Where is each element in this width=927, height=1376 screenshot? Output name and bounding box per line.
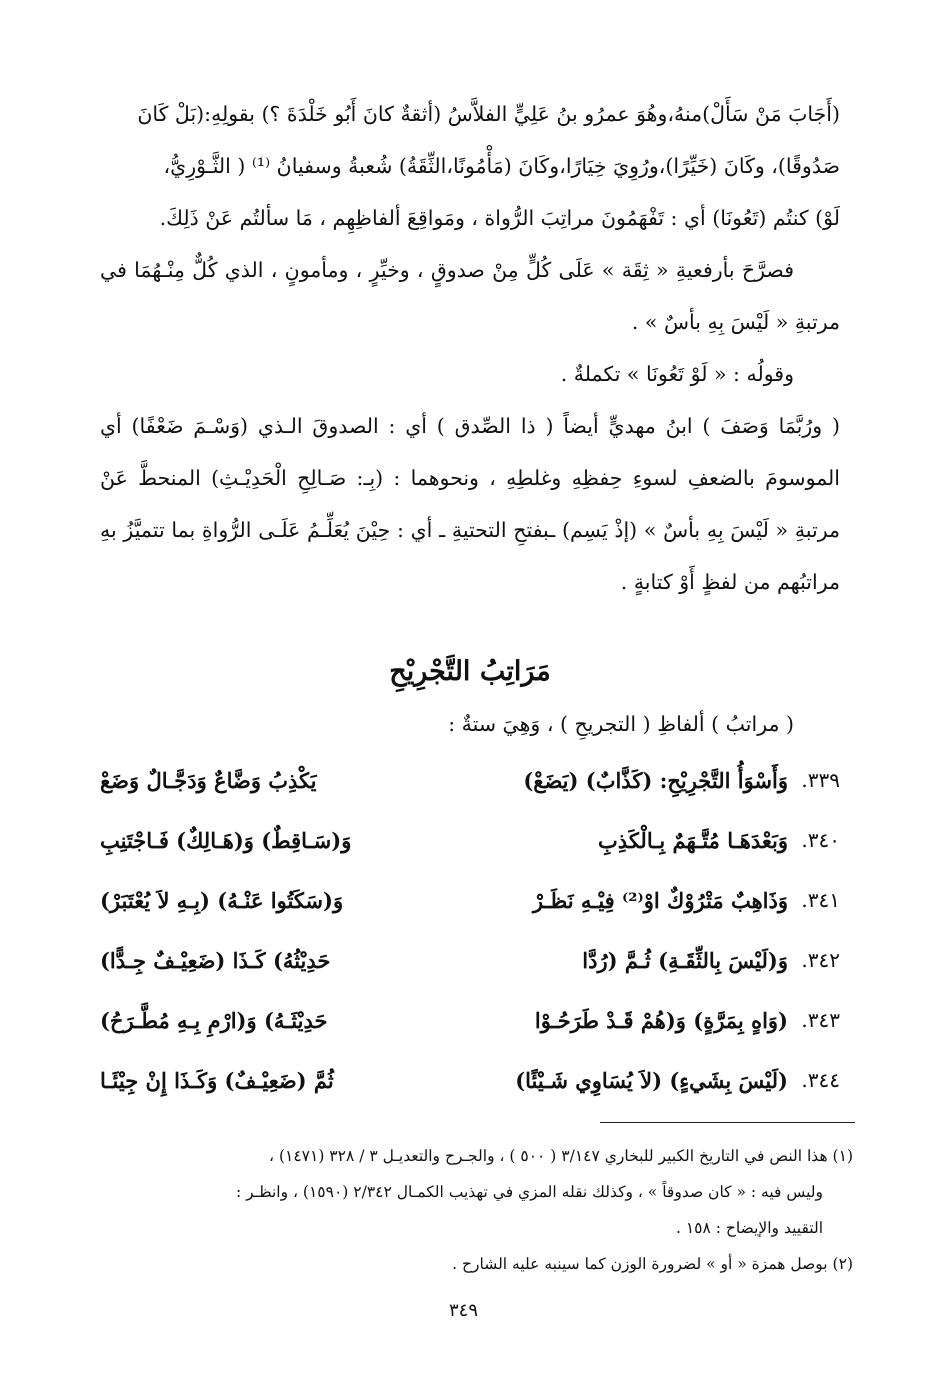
footnote-2: (٢) بوصل همزة « أو » لضرورة الوزن كما سينبه عليه الشارح .	[452, 1255, 853, 1273]
paragraph-line: (أَجَابَ مَنْ سَأَلْ)منهُ،وهُوَ عمرُو بنُ عَلِيٍّ الفلاَّسُ (أثقةٌ كانَ أَبُو خَلْدَةَ ؟) بقولِهِ:(بَلْ كَانَ	[137, 102, 840, 126]
verse-second-hemistich: ثُمَّ (ضَعِيْـفٌ) وَكَـذَا إِنْ جِيْئَـا	[100, 1067, 334, 1093]
section-intro: ( مراتبُ ) ألفاظِ ( التجريحِ ) ، وَهِيَ ستةٌ :	[448, 712, 794, 736]
verse-first-hemistich: (لَيْسَ بِشَيءٍ) (لاَ يُسَاوِي شَـيْئًا)	[515, 1067, 788, 1093]
footnote-1-line: وليس فيه : « كان صدوقاً » ، وكذلك نقله المزي في تهذيب الكمـال ٢/٣٤٢ (١٥٩٠) ، وانظـر :	[236, 1183, 823, 1201]
verse-row	[100, 750, 840, 810]
verse-row	[100, 1050, 840, 1110]
verse-first-hemistich: وَبَعْدَهَـا مُتَّـهَمٌ بِـالْكَذِبِ	[598, 827, 788, 853]
verse-second-hemistich: وَ(سَـاقِطٌ) وَ(هَـالِكٌ) فَـاجْتَنِبِ	[100, 827, 352, 853]
verse-first-hemistich: وَ(لَيْسَ بِالثِّقَـةِ) ثُـمَّ (رُدَّا	[582, 947, 788, 973]
verse-second-hemistich: حَدِيْثَـهُ) وَ(ارْمِ بِـهِ مُطَّـرَحُ)	[100, 1007, 328, 1033]
verse-row	[100, 930, 840, 990]
verse-number: ٣٤١.	[801, 888, 840, 912]
footnote-1-line: التقييد والإيضاح : ١٥٨ .	[676, 1219, 823, 1237]
verse-first-hemistich: (وَاهٍ بِمَرَّةٍ) وَ(هُمْ قَـدْ طَرَحُـوْا	[534, 1007, 788, 1033]
verse-list	[100, 750, 840, 1110]
verse-number: ٣٤٣.	[801, 1008, 840, 1032]
section-heading: مَرَاتِبُ التَّجْرِيْحِ	[389, 656, 551, 687]
verse-second-hemistich: وَ(سَكَتُوا عَنْـهُ) (بِـهِ لاَ يُعْتَبَرْ)	[100, 887, 344, 913]
paragraph: وقولُه : « لَوْ تَعُونَا » تكملةٌ .	[560, 362, 794, 386]
paragraph: فصرَّحَ بأرفعيةِ « ثِقَة » عَلَى كُلٍّ مِنْ صدوقٍ ، وخيِّرٍ ، ومأمونٍ ، الذي كُلٌّ مِنْـهُمَا في مرتبةِ « لَيْسَ بِهِ بأسٌ » .	[100, 258, 840, 334]
main-text	[100, 88, 840, 1110]
verse-number: ٣٤٤.	[801, 1068, 840, 1092]
verse-first-hemistich: وَأَسْوَأُ التَّجْرِيْحِ: (كَذَّابٌ) (يَضَعْ)	[523, 767, 788, 793]
footnote-divider	[600, 1122, 855, 1123]
verse-second-hemistich: حَدِيْثُهُ) كَـذَا (ضَعِيْـفٌ جِـدًّا)	[100, 947, 331, 973]
footnote-1-line: (١) هذا النص في التاريخ الكبير للبخاري ٣/١٤٧ ( ٥٠٠ ) ، والجـرح والتعديـل ٣ / ٣٢٨ (١٤٧١) ،	[269, 1147, 853, 1165]
paragraph-line: صَدُوقًا)، وكَانَ (خَيِّرًا)،ورُوِيَ خِيَارًا،وكَانَ (مَأْمُونًا،الثِّقَةُ) شُعبةُ وسفيانُ ⁽¹⁾ ( الثَّـوْرِيُّ،	[163, 154, 840, 178]
verse-number: ٣٣٩.	[801, 768, 840, 792]
verse-number: ٣٤٠.	[801, 828, 840, 852]
verse-number: ٣٤٢.	[801, 948, 840, 972]
verse-first-hemistich: وَذَاهِبٌ مَتْرُوْكٌ اوْ⁽²⁾ فِيْـهِ نَظَـرْ	[532, 887, 788, 913]
verse-row	[100, 870, 840, 930]
paragraph-line: لَوْ) كنتُم (تَعُونَا) أي : تَفْهَمُونَ مراتِبَ الرُّواة ، ومَواقِعَ ألفاظِهِم ، مَا سألتُم عَنْ ذَلِكَ.	[159, 206, 840, 230]
page-number: ٣٤٩	[448, 1300, 478, 1321]
footnotes	[88, 1138, 853, 1282]
paragraph: ( ورُبَّمَا وَصَفَ ) ابنُ مهديٍّ أيضاً ( ذا الصِّدق ) أي : الصدوقَ الـذي (وَسْـمَ ضَعْفًا) أي الموسومَ بالضعفِ لسوءِ حِفظِهِ وغلطِهِ ، ونحوهما : (بِـ: صَـالِحِ الْحَدِيْـثِ) المنحطَّ عَنْ مرتبةِ « لَيْسَ بِهِ بأسٌ » (إذْ يَسِم) ـبفتحِ التحتيةِ ـ أي : حِيْنَ يُعَلِّـمُ عَلَـى الرُّواةِ بما تتميَّزُ بهِ مراتبُهم من لفظٍ أَوْ كتابةٍ .	[100, 414, 840, 594]
verse-second-hemistich: يَكْذِبُ وَضَّاعٌ وَدَجَّـالٌ وَضَعْ	[100, 767, 317, 793]
verse-row	[100, 990, 840, 1050]
verse-row	[100, 810, 840, 870]
